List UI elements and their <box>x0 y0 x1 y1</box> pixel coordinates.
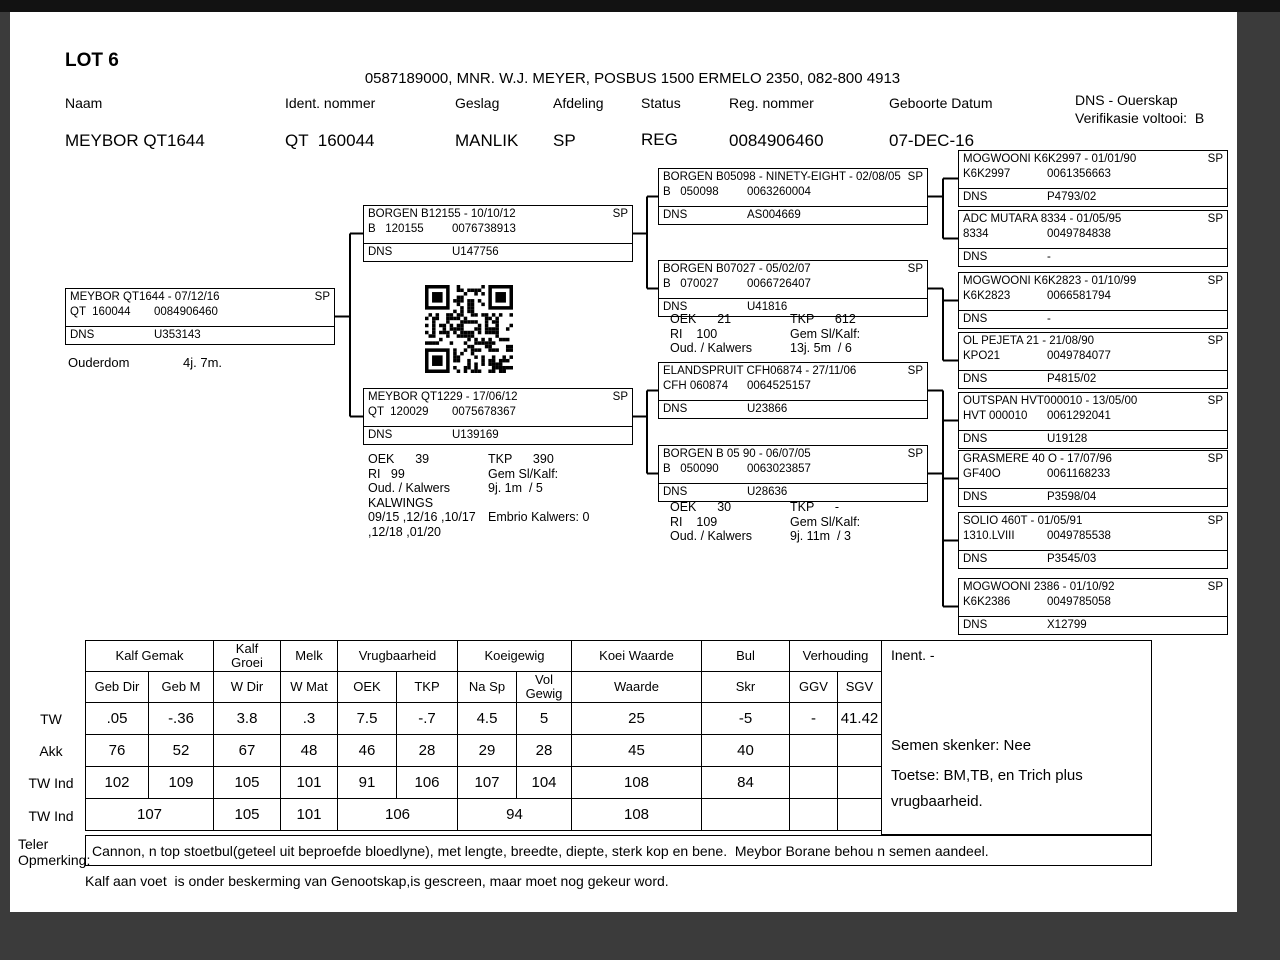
dns-ouerskap-label: DNS - Ouerskap <box>1075 92 1178 108</box>
stat: RI 100 <box>670 326 718 341</box>
cell <box>790 767 838 799</box>
cell: 5 <box>517 703 572 735</box>
cell: 4.5 <box>458 703 517 735</box>
dns-value: U353143 <box>154 329 201 341</box>
section-flag: SP <box>907 263 923 275</box>
section-flag: SP <box>612 391 628 403</box>
animal-title: MEYBOR QT1229 - 17/06/12 <box>368 391 518 403</box>
cell <box>790 799 838 831</box>
cell: 109 <box>149 767 214 799</box>
pedigree-box-dam <box>363 388 633 445</box>
animal-id: B 070027 <box>663 278 719 290</box>
animal-reg-number: 0063260004 <box>747 186 811 198</box>
dns-row <box>66 326 334 344</box>
cell: 40 <box>702 735 790 767</box>
group-vrugbaarheid: Vrugbaarheid <box>338 641 458 672</box>
dns-label: DNS <box>70 329 95 341</box>
inent-box <box>881 640 1152 835</box>
cell: 29 <box>458 735 517 767</box>
teler-remark-box <box>85 835 1152 866</box>
group-header-row <box>86 641 882 672</box>
dns-row <box>959 310 1227 328</box>
dns-row <box>659 206 927 224</box>
animal-reg-number: 0064525157 <box>747 380 811 392</box>
col-geb-m: Geb M <box>149 672 214 703</box>
animal-title: MOGWOONI K6K2823 - 01/10/99 <box>963 275 1137 287</box>
value-geslag: MANLIK <box>455 131 519 150</box>
animal-reg-number: 0049785538 <box>1047 530 1111 542</box>
dns-row <box>959 488 1227 506</box>
column-label-reg: Reg. nommer <box>729 95 814 111</box>
animal-id: 8334 <box>963 228 989 240</box>
teler-remark: Cannon, n top stoetbul(geteel uit beproefde bloedlyne), met lengte, breedte, diepte, sterk kop en bene. Meybor Borane behou n semen aandeel. <box>92 842 989 859</box>
dns-row <box>959 248 1227 266</box>
col-ggv: GGV <box>790 672 838 703</box>
dns-row <box>364 243 632 261</box>
section-flag: SP <box>907 365 923 377</box>
animal-title: BORGEN B12155 - 10/10/12 <box>368 208 516 220</box>
section-flag: SP <box>1207 213 1223 225</box>
stat: TKP - <box>790 500 840 514</box>
dns-value: U147756 <box>452 246 499 258</box>
dns-row <box>959 188 1227 206</box>
cell: 108 <box>572 767 702 799</box>
table-row-akk <box>86 735 882 767</box>
stat: Gem Sl/Kalf: <box>488 466 559 481</box>
col-skr: Skr <box>702 672 790 703</box>
dns-value: U41816 <box>747 301 788 313</box>
column-label-geslag: Geslag <box>455 95 500 111</box>
animal-id: B 120155 <box>368 223 424 235</box>
lot-number: LOT 6 <box>65 50 119 71</box>
cell: 102 <box>86 767 149 799</box>
col-w-mat: W Mat <box>281 672 338 703</box>
group-verhouding: Verhouding <box>790 641 882 672</box>
dns-value: - <box>1047 251 1051 263</box>
dns-value: X12799 <box>1047 619 1087 631</box>
group-kalf-gemak: Kalf Gemak <box>86 641 214 672</box>
breeder-contact-line: 0587189000, MNR. W.J. MEYER, POSBUS 1500 ERMELO 2350, 082-800 4913 <box>364 70 901 87</box>
pedigree-box-gen3-2 <box>658 362 928 419</box>
col-w-dir: W Dir <box>214 672 281 703</box>
value-naam: MEYBOR QT1644 <box>65 131 205 150</box>
dns-label: DNS <box>368 429 393 441</box>
footnote: Kalf aan voet is onder beskerming van Genootskap,is gescreen, maar moet nog gekeur word. <box>85 873 669 889</box>
group-koeigewig: Koeigewig <box>458 641 572 672</box>
animal-id: QT 160044 <box>70 306 131 318</box>
stat: 09/15 ,12/16 ,10/17 <box>368 510 476 524</box>
value-geboorte: 07-DEC-16 <box>889 131 975 150</box>
col-oek: OEK <box>338 672 397 703</box>
pedigree-box-gen3-0 <box>658 168 928 225</box>
section-flag: SP <box>1207 395 1223 407</box>
section-flag: SP <box>1207 153 1223 165</box>
section-flag: SP <box>612 208 628 220</box>
dns-label: DNS <box>963 433 988 445</box>
cell: 106 <box>338 799 458 831</box>
animal-reg-number: 0049784838 <box>1047 228 1111 240</box>
pedigree-box-gen4-1 <box>958 210 1228 267</box>
stat: 9j. 1m / 5 <box>488 481 543 495</box>
value-ident: QT 160044 <box>285 131 375 150</box>
row-label-twind: TW Ind <box>28 775 74 791</box>
cell <box>838 799 882 831</box>
stat: Oud. / Kalwers <box>670 529 752 543</box>
animal-title: ADC MUTARA 8334 - 01/05/95 <box>963 213 1122 225</box>
animal-id: K6K2823 <box>963 290 1011 302</box>
animal-title: BORGEN B07027 - 05/02/07 <box>663 263 811 275</box>
cell: 41.42 <box>838 703 882 735</box>
col-geb-dir: Geb Dir <box>86 672 149 703</box>
cell: 46 <box>338 735 397 767</box>
pedigree-box-gen4-2 <box>958 272 1228 329</box>
stat: Oud. / Kalwers <box>368 481 450 495</box>
cell: 101 <box>281 799 338 831</box>
animal-id: K6K2386 <box>963 596 1011 608</box>
dns-label: DNS <box>963 313 988 325</box>
dns-value: P4815/02 <box>1047 373 1097 385</box>
animal-title: GRASMERE 40 O - 17/07/96 <box>963 453 1112 465</box>
performance-table <box>85 640 882 831</box>
column-label-ident: Ident. nommer <box>285 95 376 111</box>
dns-label: DNS <box>963 553 988 565</box>
animal-title: SOLIO 460T - 01/05/91 <box>963 515 1083 527</box>
stat: OEK 30 <box>670 500 732 514</box>
animal-title: BORGEN B 05 90 - 06/07/05 <box>663 448 811 460</box>
col-na-sp: Na Sp <box>458 672 517 703</box>
table-row-tw <box>86 703 882 735</box>
qr-code <box>425 285 513 378</box>
stat: TKP 390 <box>488 452 554 466</box>
cell <box>838 767 882 799</box>
cell: 52 <box>149 735 214 767</box>
stat: KALWINGS <box>368 495 434 510</box>
animal-reg-number: 0084906460 <box>154 306 218 318</box>
animal-id: GF40O <box>963 468 1001 480</box>
row-label-akk: Akk <box>39 743 63 759</box>
column-label-naam: Naam <box>65 95 103 111</box>
cell: 106 <box>397 767 458 799</box>
row-label-twind2: TW Ind <box>28 808 74 824</box>
dns-row <box>959 370 1227 388</box>
animal-title: OUTSPAN HVT000010 - 13/05/00 <box>963 395 1138 407</box>
animal-title: MOGWOONI K6K2997 - 01/01/90 <box>963 153 1137 165</box>
group-kalf-groei: Kalf Groei <box>214 641 281 672</box>
animal-title: ELANDSPRUIT CFH06874 - 27/11/06 <box>663 365 857 377</box>
section-flag: SP <box>907 171 923 183</box>
cell: .3 <box>281 703 338 735</box>
dns-label: DNS <box>663 209 688 221</box>
cell: 76 <box>86 735 149 767</box>
stat: Gem Sl/Kalf: <box>790 326 861 341</box>
section-flag: SP <box>1207 275 1223 287</box>
cell: 94 <box>458 799 572 831</box>
teler-label-line2: Opmerking: <box>18 852 91 868</box>
value-reg: 0084906460 <box>729 131 824 150</box>
section-flag: SP <box>1207 581 1223 593</box>
cell: 45 <box>572 735 702 767</box>
pedigree-box-gen3-1 <box>658 260 928 317</box>
animal-title: MOGWOONI 2386 - 01/10/92 <box>963 581 1115 593</box>
cell: .05 <box>86 703 149 735</box>
col-sgv: SGV <box>838 672 882 703</box>
cell: -5 <box>702 703 790 735</box>
stat: Oud. / Kalwers <box>670 341 752 355</box>
stat: 9j. 11m / 3 <box>790 529 851 543</box>
sub-header-row <box>86 672 882 703</box>
animal-id: QT 120029 <box>368 406 429 418</box>
animal-id: KPO21 <box>963 350 1001 362</box>
animal-id: B 050098 <box>663 186 719 198</box>
teler-label-line1: Teler <box>18 836 49 852</box>
cell: 28 <box>397 735 458 767</box>
dns-label: DNS <box>963 619 988 631</box>
dns-label: DNS <box>368 246 393 258</box>
cell <box>838 735 882 767</box>
stat: OEK 21 <box>670 312 732 326</box>
col-tkp: TKP <box>397 672 458 703</box>
cell: 104 <box>517 767 572 799</box>
cell: -.7 <box>397 703 458 735</box>
row-label-tw: TW <box>40 711 62 727</box>
pedigree-box-gen3-3 <box>658 445 928 502</box>
animal-reg-number: 0066581794 <box>1047 290 1111 302</box>
animal-reg-number: 0061168233 <box>1047 468 1111 480</box>
ouderdom-label: Ouderdom <box>68 355 130 370</box>
group-koei-waarde: Koei Waarde <box>572 641 702 672</box>
animal-id: HVT 000010 <box>963 410 1028 422</box>
animal-reg-number: 0061356663 <box>1047 168 1111 180</box>
pedigree-box-gen4-7 <box>958 578 1228 635</box>
dam-production-stats <box>368 452 589 539</box>
pedigree-box-subject <box>65 288 335 345</box>
dns-label: DNS <box>663 301 688 313</box>
dns-row <box>364 426 632 444</box>
animal-reg-number: 0063023857 <box>747 463 811 475</box>
section-flag: SP <box>907 448 923 460</box>
cell: 91 <box>338 767 397 799</box>
section-flag: SP <box>1207 453 1223 465</box>
animal-id: B 050090 <box>663 463 719 475</box>
cell <box>702 799 790 831</box>
animal-reg-number: 0049784077 <box>1047 350 1111 362</box>
pedigree-box-gen4-0 <box>958 150 1228 207</box>
cell: 25 <box>572 703 702 735</box>
stat: 13j. 5m / 6 <box>790 341 852 355</box>
cell: 101 <box>281 767 338 799</box>
value-afdeling: SP <box>553 131 576 150</box>
verifikasie-label: Verifikasie voltooi: B <box>1075 110 1205 126</box>
group-melk: Melk <box>281 641 338 672</box>
semen-skenker: Semen skenker: Nee <box>891 737 1032 754</box>
dns-value: U19128 <box>1047 433 1088 445</box>
animal-title: OL PEJETA 21 - 21/08/90 <box>963 335 1095 347</box>
col-waarde: Waarde <box>572 672 702 703</box>
cell: 105 <box>214 799 281 831</box>
dns-label: DNS <box>963 251 988 263</box>
cell: - <box>790 703 838 735</box>
dns-label: DNS <box>663 486 688 498</box>
inent-label: Inent. - <box>891 647 935 663</box>
stat: ,12/18 ,01/20 <box>368 524 441 539</box>
column-label-afdeling: Afdeling <box>553 95 604 111</box>
cell: -.36 <box>149 703 214 735</box>
cell: 107 <box>86 799 214 831</box>
pedigree-box-sire <box>363 205 633 262</box>
column-label-geboorte: Geboorte Datum <box>889 95 993 111</box>
stat: RI 99 <box>368 466 405 481</box>
dns-label: DNS <box>963 491 988 503</box>
pedigree-box-gen4-6 <box>958 512 1228 569</box>
animal-title: MEYBOR QT1644 - 07/12/16 <box>70 291 220 303</box>
dns-label: DNS <box>663 403 688 415</box>
dns-row <box>659 483 927 501</box>
animal-reg-number: 0049785058 <box>1047 596 1111 608</box>
cell: 48 <box>281 735 338 767</box>
pedigree-box-gen4-5 <box>958 450 1228 507</box>
stat: Gem Sl/Kalf: <box>790 514 861 529</box>
document-page <box>10 12 1237 912</box>
dns-row <box>959 616 1227 634</box>
section-flag: SP <box>1207 335 1223 347</box>
dns-value: U28636 <box>747 486 788 498</box>
stat: RI 109 <box>670 514 718 529</box>
cell <box>790 735 838 767</box>
cell: 3.8 <box>214 703 281 735</box>
dns-row <box>659 400 927 418</box>
animal-reg-number: 0076738913 <box>452 223 516 235</box>
column-label-status: Status <box>641 95 681 111</box>
stat: OEK 39 <box>368 452 430 466</box>
animal-reg-number: 0066726407 <box>747 278 811 290</box>
stat: TKP 612 <box>790 312 856 326</box>
cell: 7.5 <box>338 703 397 735</box>
ouderdom-value: 4j. 7m. <box>183 355 223 370</box>
cell: 107 <box>458 767 517 799</box>
dns-value: P3545/03 <box>1047 553 1097 565</box>
animal-reg-number: 0061292041 <box>1047 410 1111 422</box>
dns-value: U139169 <box>452 429 499 441</box>
pedigree-box-gen4-4 <box>958 392 1228 449</box>
dns-row <box>959 550 1227 568</box>
toetse-note: Toetse: BM,TB, en Trich plus vrugbaarheid. <box>891 767 1087 810</box>
table-row-twind-combined <box>86 799 882 831</box>
group-bul: Bul <box>702 641 790 672</box>
cell: 105 <box>214 767 281 799</box>
viewer-top-bar <box>0 0 1280 12</box>
pedigree-box-gen4-3 <box>958 332 1228 389</box>
animal-id: CFH 060874 <box>663 380 729 392</box>
cell: 67 <box>214 735 281 767</box>
animal-title: BORGEN B05098 - NINETY-EIGHT - 02/08/05 <box>663 171 901 183</box>
dns-value: AS004669 <box>747 209 801 221</box>
animal-id: 1310.LVIII <box>963 530 1015 542</box>
dns-value: P3598/04 <box>1047 491 1097 503</box>
b07027-production-stats <box>670 312 860 356</box>
dns-label: DNS <box>963 191 988 203</box>
col-vol-gewig: Vol Gewig <box>517 672 572 703</box>
dns-value: P4793/02 <box>1047 191 1097 203</box>
section-flag: SP <box>314 291 330 303</box>
dns-label: DNS <box>963 373 988 385</box>
cell: 108 <box>572 799 702 831</box>
table-row-twind <box>86 767 882 799</box>
animal-reg-number: 0075678367 <box>452 406 516 418</box>
dns-row <box>959 430 1227 448</box>
dns-value: - <box>1047 313 1051 325</box>
dns-value: U23866 <box>747 403 788 415</box>
cell: 28 <box>517 735 572 767</box>
animal-id: K6K2997 <box>963 168 1011 180</box>
section-flag: SP <box>1207 515 1223 527</box>
stat: Embrio Kalwers: 0 <box>488 510 590 524</box>
value-status: REG <box>641 130 678 149</box>
cell: 84 <box>702 767 790 799</box>
b0590-production-stats <box>670 500 860 544</box>
